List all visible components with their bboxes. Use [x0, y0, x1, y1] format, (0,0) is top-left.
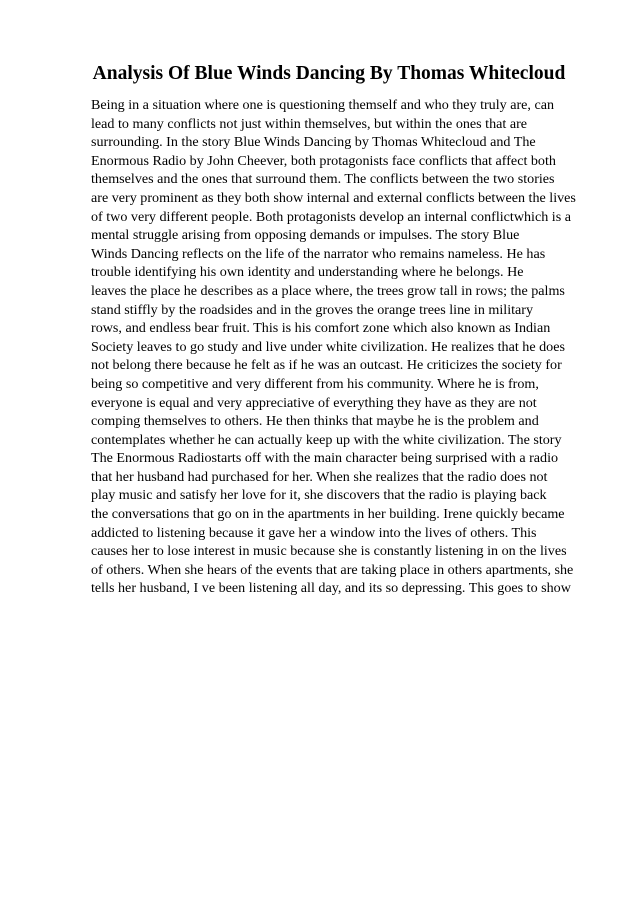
body-line: rows, and endless bear fruit. This is his comfort zone which also known as Indian [91, 320, 551, 337]
body-line: The Enormous Radiostarts off with the main character being surprised with a radio [91, 450, 559, 467]
body-line: tells her husband, I ve been listening all day, and its so depressing. This goes to show [91, 580, 571, 597]
body-line: leaves the place he describes as a place where, the trees grow tall in rows; the palms [91, 282, 565, 299]
body-line: of others. When she hears of the events that are taking place in others apartments, she [91, 561, 574, 578]
body-line: themselves and the ones that surround them. The conflicts between the two stories [91, 171, 555, 188]
body-line: surrounding. In the story Blue Winds Dancing by Thomas Whitecloud and The [91, 134, 536, 151]
body-line: trouble identifying his own identity and understanding where he belongs. He [91, 264, 524, 281]
document-body [91, 96, 591, 598]
body-line: Being in a situation where one is questioning themself and who they truly are, can [91, 97, 555, 113]
body-line: addicted to listening because it gave her a window into the lives of others. This [91, 524, 537, 541]
body-line: not belong there because he felt as if he was an outcast. He criticizes the society for [91, 357, 562, 374]
body-line: Society leaves to go study and live under white civilization. He realizes that he does [91, 338, 565, 355]
body-line: Enormous Radio by John Cheever, both protagonists face conflicts that affect both [91, 152, 556, 169]
body-line: that her husband had purchased for her. When she realizes that the radio does not [91, 468, 548, 485]
body-line: everyone is equal and very appreciative of everything they have as they are not [91, 394, 537, 411]
body-line: causes her to lose interest in music because she is constantly listening in on the lives [91, 543, 567, 560]
body-line: mental struggle arising from opposing demands or impulses. The story Blue [91, 227, 520, 244]
body-line: stand stiffly by the roadsides and in the groves the orange trees line in military [91, 301, 534, 318]
body-line: lead to many conflicts not just within themselves, but within the ones that are [91, 115, 528, 132]
body-line: being so competitive and very different from his community. Where he is from, [91, 375, 539, 392]
body-line: of two very different people. Both protagonists develop an internal conflictwhich is a [91, 208, 571, 225]
body-line: contemplates whether he can actually keep up with the white civilization. The story [91, 431, 562, 448]
body-line: play music and satisfy her love for it, she discovers that the radio is playing back [91, 487, 547, 504]
body-line: Winds Dancing reflects on the life of the narrator who remains nameless. He has [91, 245, 546, 262]
document-title: Analysis Of Blue Winds Dancing By Thomas Whitecloud [92, 63, 566, 84]
body-line: comping themselves to others. He then thinks that maybe he is the problem and [91, 413, 539, 430]
body-line: the conversations that go on in the apartments in her building. Irene quickly became [91, 506, 565, 523]
body-line: are very prominent as they both show internal and external conflicts between the lives [91, 189, 576, 206]
